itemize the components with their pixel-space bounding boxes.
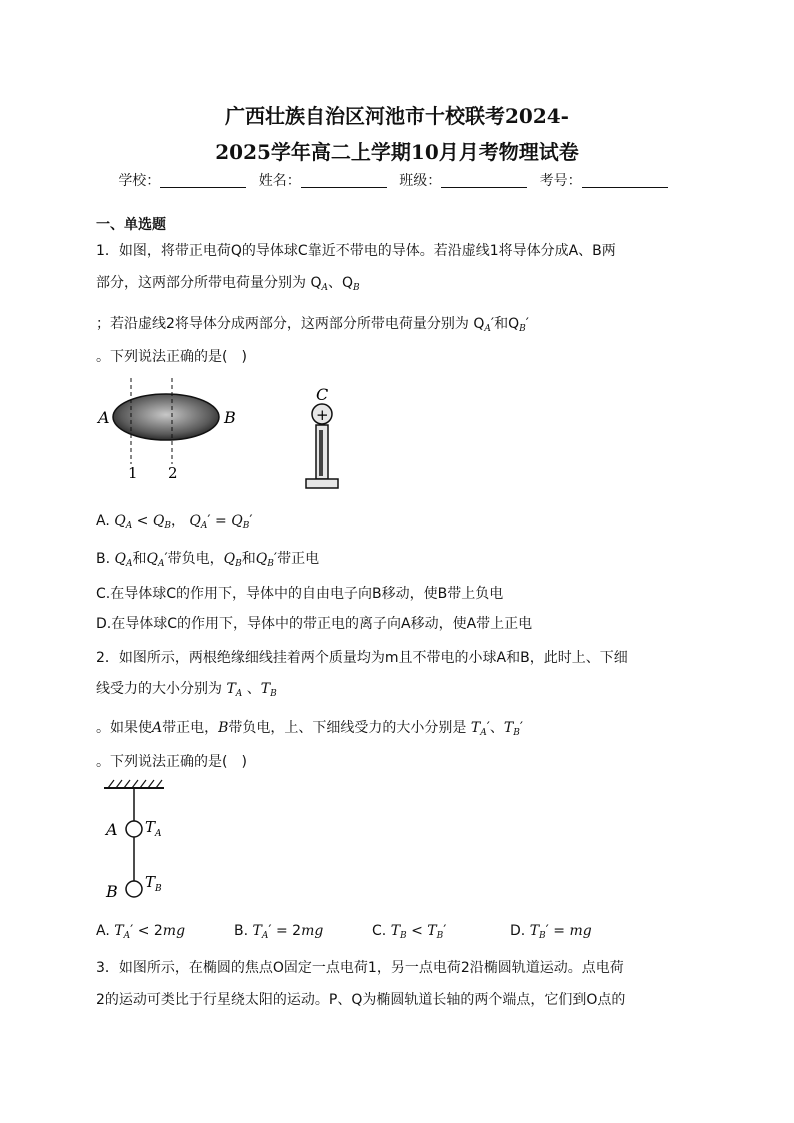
q1-sub-a2: A (484, 324, 491, 334)
ball-b (126, 881, 142, 897)
q1-line-1: 1．如图，将带正电荷Q的导体球C靠近不带电的导体。若沿虚线1将导体分成A、B两 (96, 243, 616, 259)
q2-label-tb: $T_B$ (145, 873, 162, 894)
q1-line-3-end: ′ (525, 316, 529, 332)
exam-no-blank[interactable] (582, 173, 668, 188)
label-1: 1 (128, 464, 138, 482)
q2-label-b: B (106, 882, 118, 901)
q2-option-d[interactable]: D. $T_B'$ = mg (510, 923, 592, 941)
stand-shade (319, 430, 323, 476)
q1-sub-b2: B (519, 324, 526, 334)
section-heading: 一、单选题 (96, 217, 166, 233)
stand-base (306, 479, 338, 488)
title-line-1: 广西壮族自治区河池市十校联考2024- (225, 104, 569, 128)
q2-option-a[interactable]: A. $T_A' < 2mg$ (96, 923, 186, 941)
class-blank[interactable] (441, 173, 527, 188)
ball-a (126, 821, 142, 837)
q1-option-b[interactable]: B. $Q_A$和$Q_A'$带负电，$Q_B$和$Q_B'$带正电 (96, 551, 320, 569)
ceiling-hatch (108, 780, 162, 788)
q1-option-c[interactable]: C.在导体球C的作用下，导体中的自由电子向B移动，使B带上负电 (96, 586, 504, 602)
q2-line-4: 。下列说法正确的是( ) (96, 754, 247, 770)
q1-line-3-mid: ′和Q (490, 316, 520, 332)
q1-option-a[interactable]: A. $Q_A < Q_B$， $Q_A' = Q_B'$ (96, 513, 253, 531)
q2-figure (100, 777, 190, 907)
q3-line-2: 2的运动可类比于行星绕太阳的运动。P、Q为椭圆轨道长轴的两个端点，它们到O点的 (96, 992, 626, 1008)
q2-option-b[interactable]: B. $T_A' = 2mg$ (234, 923, 324, 941)
name-blank[interactable] (301, 173, 387, 188)
student-info-row (0, 170, 794, 190)
label-a: A (98, 408, 110, 427)
class-label: 班级： (399, 173, 442, 189)
q2-line-3: 。如果使A带正电，B带负电，上、下细线受力的大小分别是 $T_A'$、$T_B'$ (96, 720, 524, 738)
q2-line-2: 线受力的大小分别为 $T_A$ 、$T_B$ (96, 681, 277, 699)
q1-line-2 (96, 272, 360, 293)
q1-line-3-text: ；若沿虚线2将导体分成两部分，这两部分所带电荷量分别为 Q (96, 316, 485, 332)
school-label: 学校： (118, 173, 161, 189)
q3-line-1: 3．如图所示，在椭圆的焦点O固定一点电荷1，另一点电荷2沿椭圆轨道运动。点电荷 (96, 960, 624, 976)
exam-no-label: 考号： (539, 173, 582, 189)
title-line-2: 2025学年高二上学期10月月考物理试卷 (215, 140, 579, 164)
label-c: C (316, 385, 329, 404)
q1-figure (92, 376, 352, 496)
label-b: B (224, 408, 236, 427)
name-label: 姓名： (258, 173, 301, 189)
q2-line-1: 2．如图所示，两根绝缘细线挂着两个质量均为m且不带电的小球A和B，此时上、下细 (96, 650, 628, 666)
q2-label-ta: $T_A$ (145, 818, 162, 839)
plus-sign: + (316, 406, 329, 424)
conductor-ellipse (113, 394, 219, 440)
q2-option-c[interactable]: C. $T_B < T_B'$ (372, 923, 447, 941)
q1-sub-a: A (321, 283, 328, 293)
q1-option-d[interactable]: D.在导体球C的作用下，导体中的带正电的离子向A移动，使A带上正电 (96, 616, 533, 632)
q2-label-a: A (106, 820, 118, 839)
q1-sub-b: B (353, 283, 360, 293)
q1-line-3 (96, 313, 529, 334)
q1-line-2-mid: 、Q (327, 275, 354, 291)
q1-line-4: 。下列说法正确的是( ) (96, 349, 247, 365)
q1-line-2-text: 部分，这两部分所带电荷量分别为 Q (96, 275, 322, 291)
label-2: 2 (168, 464, 178, 482)
school-blank[interactable] (160, 173, 246, 188)
